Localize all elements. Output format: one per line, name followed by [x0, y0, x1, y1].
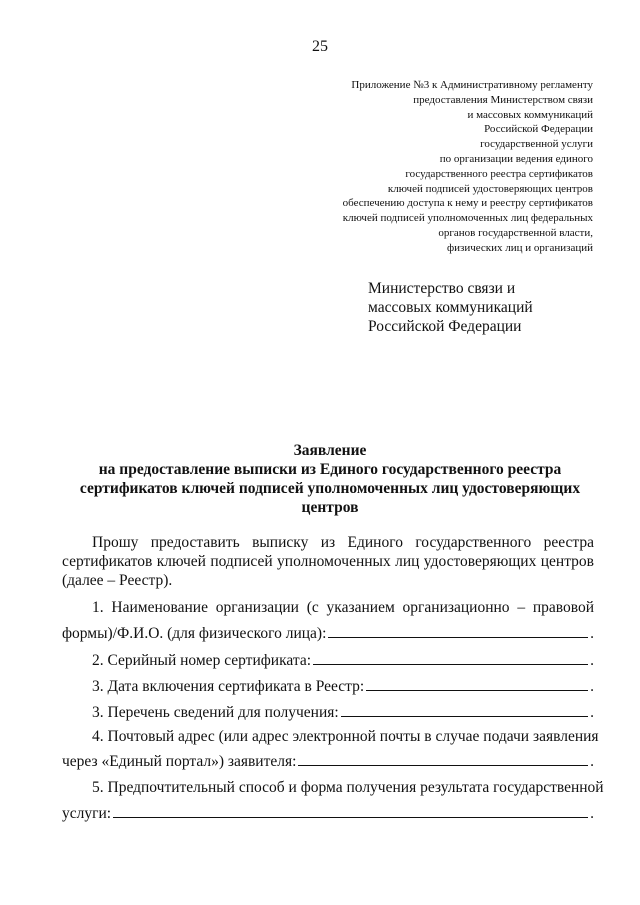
field-label: 4. Почтовый адрес (или адрес электронной почты в случае подачи заявления	[92, 728, 599, 745]
intro-paragraph	[62, 533, 594, 590]
postal-address-blank[interactable]	[298, 751, 588, 766]
appendix-line: обеспечению доступа к нему и реестру сертификатов	[342, 197, 593, 210]
field-period: .	[590, 678, 594, 695]
appendix-line: и массовых коммуникаций	[467, 108, 593, 121]
appendix-line: ключей подписей уполномоченных лиц федеральных	[342, 212, 593, 225]
intro-line: Прошу предоставить выписку из Единого государственного реестра	[92, 534, 594, 551]
title-line: сертификатов ключей подписей уполномоченных лиц удостоверяющих	[79, 480, 581, 497]
field-organization-name-line	[62, 623, 594, 643]
addressee-line: Российской Федерации	[368, 318, 522, 335]
field-period: .	[590, 805, 594, 822]
field-delivery-method-line	[62, 803, 594, 823]
addressee-line: Министерство связи и	[368, 280, 516, 297]
addressee-line: массовых коммуникаций	[368, 299, 533, 316]
appendix-line: государственной услуги	[480, 138, 593, 151]
page-number: 25	[312, 38, 328, 55]
appendix-line: Приложение №3 к Административному регламенту	[351, 79, 593, 91]
appendix-line: по организации ведения единого	[439, 152, 593, 165]
serial-number-blank[interactable]	[313, 650, 588, 665]
field-organization-name	[62, 598, 594, 617]
appendix-line: ключей подписей удостоверяющих центров	[387, 182, 593, 195]
field-period: .	[590, 753, 594, 770]
field-label: 2. Серийный номер сертификата:	[92, 652, 312, 669]
field-label: формы)/Ф.И.О. (для физического лица):	[62, 625, 327, 642]
document-title	[60, 441, 600, 517]
title-line: на предоставление выписки из Единого государственного реестра	[98, 461, 562, 478]
field-period: .	[590, 704, 594, 721]
field-label: 5. Предпочтительный способ и форма получения результата государственной	[92, 779, 604, 796]
field-information-list	[62, 702, 594, 722]
field-label: 1. Наименование организации (с указанием организационно – правовой	[92, 599, 594, 616]
field-serial-number	[62, 650, 594, 670]
intro-line: (далее – Реестр).	[62, 572, 173, 589]
appendix-line: Российской Федерации	[484, 123, 593, 136]
delivery-method-blank[interactable]	[113, 803, 588, 818]
title-line: Заявление	[293, 442, 367, 459]
intro-line: сертификатов ключей подписей уполномоченных лиц удостоверяющих центров	[62, 553, 594, 570]
field-label: 3. Дата включения сертификата в Реестр:	[92, 678, 365, 695]
field-delivery-method	[62, 778, 604, 797]
organization-name-blank[interactable]	[328, 623, 588, 638]
field-period: .	[590, 625, 594, 642]
field-label: 3. Перечень сведений для получения:	[92, 704, 339, 721]
field-inclusion-date	[62, 676, 594, 696]
field-period: .	[590, 652, 594, 669]
appendix-line: физических лиц и организаций	[446, 241, 593, 254]
appendix-line: предоставления Министерством связи	[413, 93, 593, 106]
addressee-block	[368, 279, 533, 336]
appendix-header	[263, 78, 593, 256]
field-label: через «Единый портал») заявителя:	[62, 753, 297, 770]
appendix-line: органов государственной власти,	[438, 226, 593, 239]
information-list-blank[interactable]	[341, 702, 588, 717]
inclusion-date-blank[interactable]	[366, 676, 588, 691]
field-postal-address-line	[62, 751, 594, 771]
field-postal-address	[62, 727, 599, 746]
title-line: центров	[301, 499, 359, 516]
appendix-line: государственного реестра сертификатов	[405, 167, 593, 180]
field-label: услуги:	[62, 805, 112, 822]
